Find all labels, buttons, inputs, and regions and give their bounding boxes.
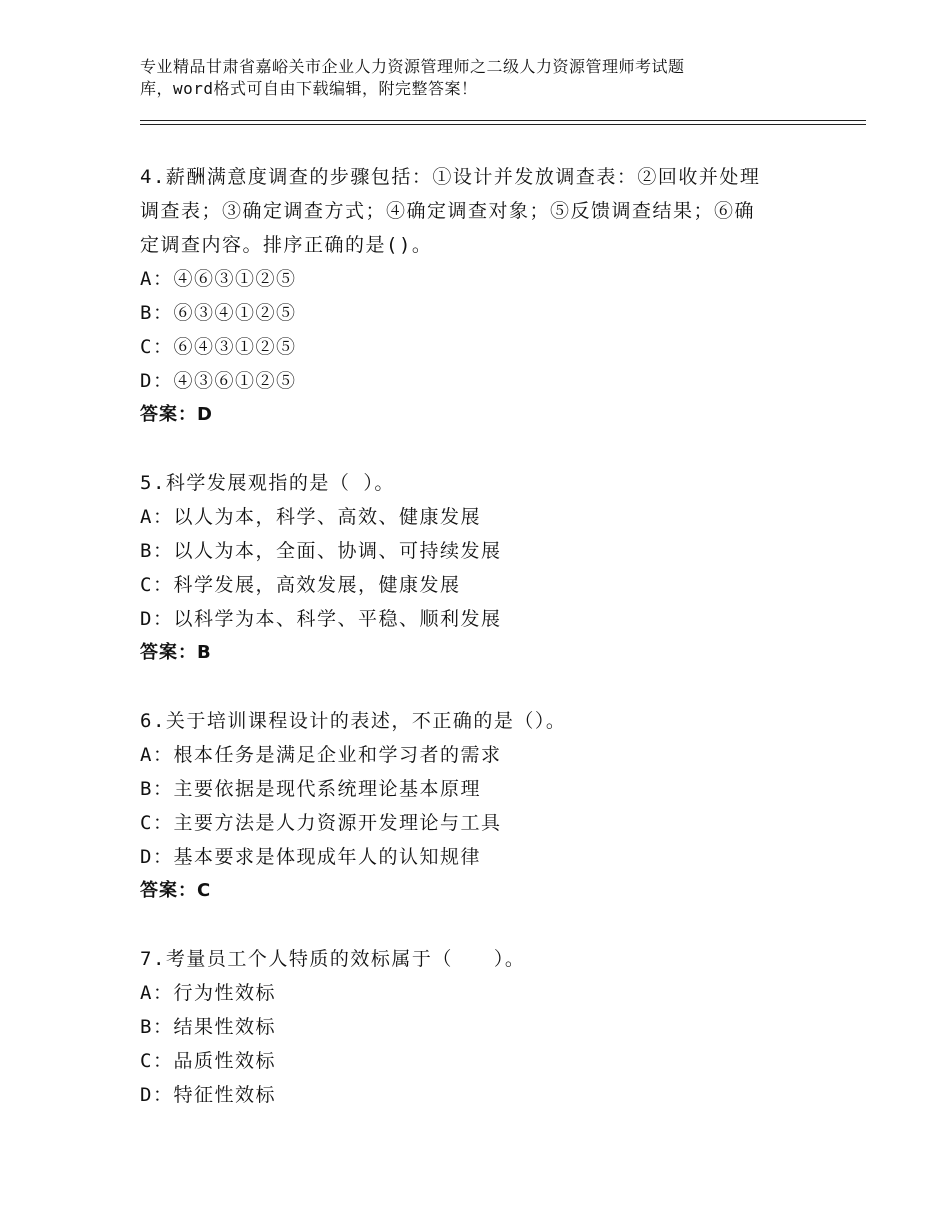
option-b: B：⑥③④①②⑤: [140, 302, 297, 324]
option-d: D：④③⑥①②⑤: [140, 370, 297, 392]
header-divider-bottom: [140, 124, 866, 125]
question-stem-line: 7.考量员工个人特质的效标属于（ ）。: [140, 948, 526, 970]
option-c: C：品质性效标: [140, 1050, 276, 1072]
header-line-1: 专业精品甘肃省嘉峪关市企业人力资源管理师之二级人力资源管理师考试题: [140, 57, 685, 76]
option-b: B：主要依据是现代系统理论基本原理: [140, 778, 481, 800]
option-d: D：以科学为本、科学、平稳、顺利发展: [140, 608, 502, 630]
question-6: [140, 704, 820, 908]
option-a: A：行为性效标: [140, 982, 276, 1004]
spacer: [140, 432, 820, 466]
question-4: [140, 160, 820, 432]
spacer: [140, 908, 820, 942]
question-stem-line: 定调查内容。排序正确的是()。: [140, 234, 433, 256]
answer-label: 答案：D: [140, 404, 213, 425]
option-a: A：以人为本，科学、高效、健康发展: [140, 506, 481, 528]
question-stem-line: 4.薪酬满意度调查的步骤包括：①设计并发放调查表：②回收并处理: [140, 166, 761, 188]
option-c: C：主要方法是人力资源开发理论与工具: [140, 812, 502, 834]
option-a: A：根本任务是满足企业和学习者的需求: [140, 744, 502, 766]
option-c: C：⑥④③①②⑤: [140, 336, 297, 358]
question-stem-line: 调查表；③确定调查方式；④确定调查对象；⑤反馈调查结果；⑥确: [140, 200, 756, 222]
option-d: D：基本要求是体现成年人的认知规律: [140, 846, 481, 868]
header-line-2: 库，word格式可自由下载编辑，附完整答案！: [140, 79, 478, 98]
question-5: [140, 466, 820, 670]
question-list: [140, 160, 820, 1112]
option-a: A：④⑥③①②⑤: [140, 268, 297, 290]
question-stem-line: 5.科学发展观指的是（ ）。: [140, 472, 395, 494]
question-7: [140, 942, 820, 1112]
option-b: B：结果性效标: [140, 1016, 276, 1038]
option-d: D：特征性效标: [140, 1084, 276, 1106]
option-c: C：科学发展，高效发展，健康发展: [140, 574, 461, 596]
question-stem-line: 6.关于培训课程设计的表述，不正确的是（）。: [140, 710, 567, 732]
answer-label: 答案：B: [140, 642, 212, 663]
option-b: B：以人为本，全面、协调、可持续发展: [140, 540, 502, 562]
answer-label: 答案：C: [140, 880, 212, 901]
document-header: [140, 56, 780, 100]
spacer: [140, 670, 820, 704]
header-divider-top: [140, 120, 866, 121]
